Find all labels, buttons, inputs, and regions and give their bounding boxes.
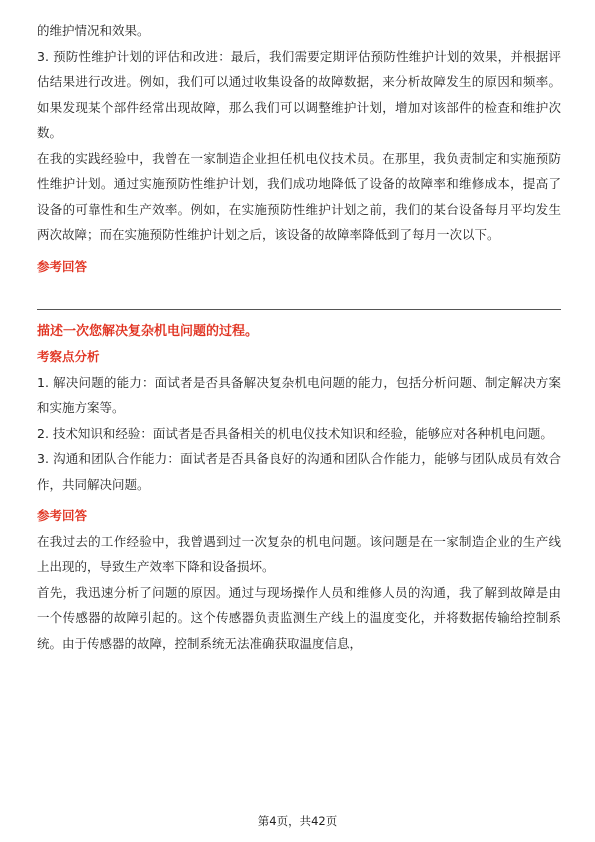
paragraph: 3. 预防性维护计划的评估和改进：最后，我们需要定期评估预防性维护计划的效果，并根据评估结果进行改进。例如，我们可以通过收集设备的故障数据，来分析故障发生的原因和频率。如果发现某个部件经常出现故障，那么我们可以调整维护计划，增加对该部件的检查和维护次数。 bbox=[37, 48, 561, 140]
document-body bbox=[37, 18, 561, 656]
question-title: 描述一次您解决复杂机电问题的过程。 bbox=[37, 324, 259, 339]
analysis-item: 3. 沟通和团队合作能力：面试者是否具备良好的沟通和团队合作能力，能够与团队成员有效合作，共同解决问题。 bbox=[37, 451, 561, 492]
analysis-heading: 考察点分析 bbox=[37, 349, 100, 364]
answer-paragraph: 在我过去的工作经验中，我曾遇到过一次复杂的机电问题。该问题是在一家制造企业的生产线上出现的，导致生产效率下降和设备损坏。 bbox=[37, 533, 561, 574]
paragraph: 的维护情况和效果。 bbox=[37, 23, 150, 38]
analysis-item: 2. 技术知识和经验：面试者是否具备相关的机电仪技术知识和经验，能够应对各种机电问题。 bbox=[37, 425, 553, 441]
reference-answer-heading: 参考回答 bbox=[37, 258, 88, 274]
analysis-item: 1. 解决问题的能力：面试者是否具备解决复杂机电问题的能力，包括分析问题、制定解决方案和实施方案等。 bbox=[37, 374, 561, 415]
paragraph: 在我的实践经验中，我曾在一家制造企业担任机电仪技术员。在那里，我负责制定和实施预防性维护计划。通过实施预防性维护计划，我们成功地降低了设备的故障率和维修成本，提高了设备的可靠性和生产效率。例如，在实施预防性维护计划之前，我们的某台设备每月平均发生两次故障；而在实施预防性维护计划之后，该设备的故障率降低到了每月一次以下。 bbox=[37, 150, 561, 242]
reference-answer-heading: 参考回答 bbox=[37, 508, 88, 523]
page-number: 第4页，共42页 bbox=[257, 814, 338, 828]
answer-paragraph: 首先，我迅速分析了问题的原因。通过与现场操作人员和维修人员的沟通，我了解到故障是由一个传感器的故障引起的。这个传感器负责监测生产线上的温度变化，并将数据传输给控制系统。由于传感器的故障，控制系统无法准确获取温度信息， bbox=[37, 584, 561, 651]
